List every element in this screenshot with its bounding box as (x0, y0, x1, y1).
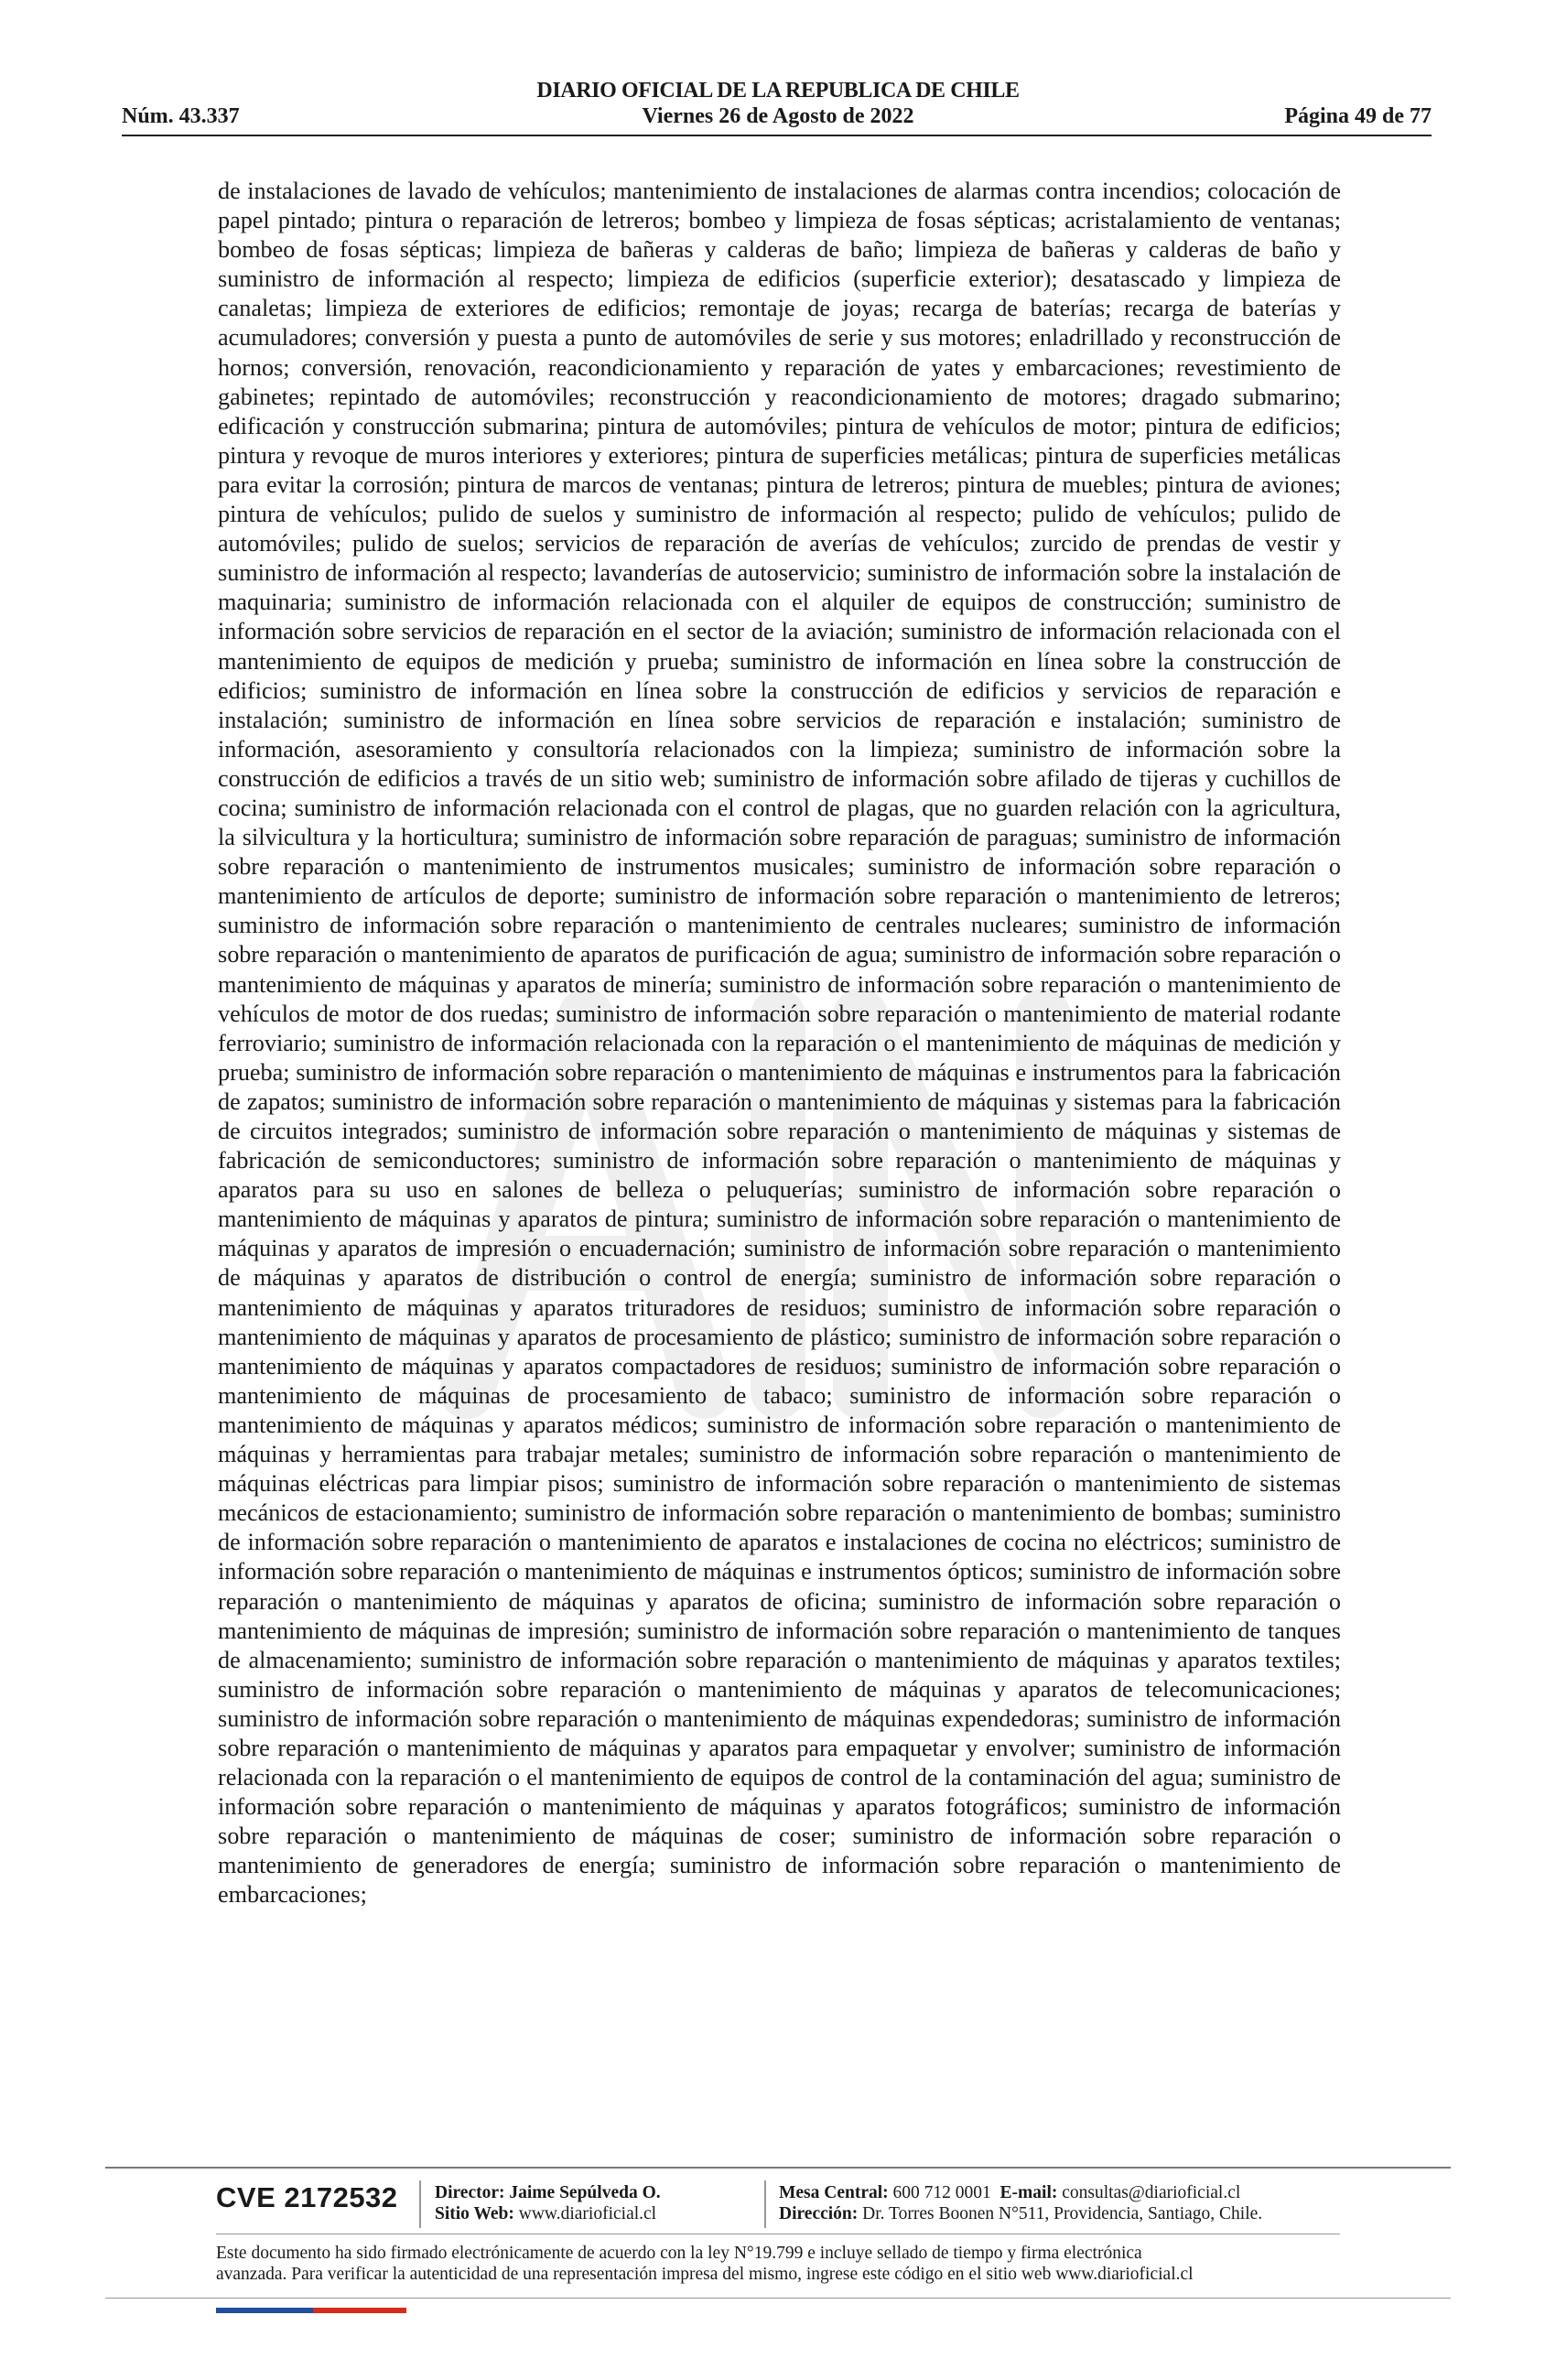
phone-number: 600 712 0001 (892, 2183, 991, 2202)
director-label: Director: (435, 2183, 505, 2202)
signature-notice (216, 2243, 1351, 2285)
website-label: Sitio Web: (435, 2204, 514, 2223)
website-line (435, 2203, 661, 2224)
notice-line: avanzada. Para verificar la autenticidad de una representación impresa del mismo, ingrese este código en el sitio web www.diarioficial.cl (216, 2265, 1194, 2284)
address-text: Dr. Torres Boonen N°511, Providencia, Santiago, Chile. (862, 2204, 1263, 2223)
email-label: E-mail: (1000, 2183, 1058, 2202)
issue-number: Núm. 43.337 (122, 104, 240, 128)
footer-bottom-divider (105, 2298, 1451, 2299)
cve-code: CVE 2172532 (216, 2181, 398, 2213)
footer-director-block (435, 2182, 661, 2224)
footer-top-divider (105, 2167, 1451, 2169)
director-name: Jaime Sepúlveda O. (509, 2183, 661, 2202)
email-link[interactable]: consultas@diarioficial.cl (1062, 2183, 1241, 2202)
flag-bar-blue (216, 2308, 313, 2313)
director-line (435, 2182, 661, 2203)
header-divider (122, 135, 1432, 136)
footer-separator (419, 2180, 421, 2228)
contact-line (779, 2182, 1262, 2203)
address-label: Dirección: (779, 2204, 859, 2223)
website-link[interactable]: www.diarioficial.cl (518, 2204, 657, 2223)
footer-contact-block (779, 2182, 1262, 2224)
flag-bar-red (313, 2308, 406, 2313)
issue-date: Viernes 26 de Agosto de 2022 (642, 104, 914, 128)
publication-title: DIARIO OFICIAL DE LA REPUBLICA DE CHILE (536, 79, 1020, 103)
phone-label: Mesa Central: (779, 2183, 889, 2202)
footer-separator (764, 2180, 766, 2228)
page-indicator: Página 49 de 77 (1284, 104, 1432, 128)
address-line (779, 2203, 1262, 2224)
document-body: de instalaciones de lavado de vehículos; mantenimiento de instalaciones de alarmas contra incendios; colocación de papel pintado; pintura o reparación de letreros; bombeo y limpieza de fosas sépticas; acristalamiento de ventanas; bombeo de fosas sépticas; limpieza de bañeras y calderas de baño; limpieza de bañeras y calderas de baño y suministro de información al respecto; limpieza de edificios (superficie exterior); desatascado y limpieza de canaletas; limpieza de exteriores de edificios; remontaje de joyas; recarga de baterías; recarga de baterías y acumuladores; conversión y puesta a punto de automóviles de serie y sus motores; enladrillado y reconstrucción de hornos; conversión, renovación, reacondicionamiento y reparación de yates y embarcaciones; revestimiento de gabinetes; repintado de automóviles; reconstrucción y reacondicionamiento de motores; dragado submarino; edificación y construcción submarina; pintura de automóviles; pintura de vehículos de motor; pintura de edificios; pintura y revoque de muros interiores y exteriores; pintura de superficies metálicas; pintura de superficies metálicas para evitar la corrosión; pintura de marcos de ventanas; pintura de letreros; pintura de muebles; pintura de aviones; pintura de vehículos; pulido de suelos y suministro de información al respecto; pulido de vehículos; pulido de automóviles; pulido de suelos; servicios de reparación de averías de vehículos; zurcido de prendas de vestir y suministro de información al respecto; lavanderías de autoservicio; suministro de información sobre la instalación de maquinaria; suministro de información relacionada con el alquiler de equipos de construcción; suministro de información sobre servicios de reparación en el sector de la aviación; suministro de información relacionada con el mantenimiento de equipos de medición y prueba; suministro de información en línea sobre la construcción de edificios; suministro de información en línea sobre la construcción de edificios y servicios de reparación e instalación; suministro de información en línea sobre servicios de reparación e instalación; suministro de información, asesoramiento y consultoría relacionados con la limpieza; suministro de información sobre la construcción de edificios a través de un sitio web; suministro de información sobre afilado de tijeras y cuchillos de cocina; suministro de información relacionada con el control de plagas, que no guarden relación con la agricultura, la silvicultura y la horticultura; suministro de información sobre reparación de paraguas; suministro de información sobre reparación o mantenimiento de instrumentos musicales; suministro de información sobre reparación o mantenimiento de artículos de deporte; suministro de información sobre reparación o mantenimiento de letreros; suministro de información sobre reparación o mantenimiento de centrales nucleares; suministro de información sobre reparación o mantenimiento de aparatos de purificación de agua; suministro de información sobre reparación o mantenimiento de máquinas y aparatos de minería; suministro de información sobre reparación o mantenimiento de vehículos de motor de dos ruedas; suministro de información sobre reparación o mantenimiento de material rodante ferroviario; suministro de información relacionada con la reparación o el mantenimiento de máquinas de medición y prueba; suministro de información sobre reparación o mantenimiento de máquinas e instrumentos para la fabricación de zapatos; suministro de información sobre reparación o mantenimiento de máquinas y sistemas para la fabricación de circuitos integrados; suministro de información sobre reparación o mantenimiento de máquinas y sistemas de fabricación de semiconductores; suministro de información sobre reparación o mantenimiento de máquinas y aparatos para su uso en salones de belleza o peluquerías; suministro de información sobre reparación o mantenimiento de máquinas y aparatos de pintura; suministro de información sobre reparación o mantenimiento de máquinas y aparatos de impresión o encuadernación; suministro de información sobre reparación o mantenimiento de máquinas y aparatos de distribución o control de energía; suministro de información sobre reparación o mantenimiento de máquinas y aparatos trituradores de residuos; suministro de información sobre reparación o mantenimiento de máquinas y aparatos de procesamiento de plástico; suministro de información sobre reparación o mantenimiento de máquinas y aparatos compactadores de residuos; suministro de información sobre reparación o mantenimiento de máquinas de procesamiento de tabaco; suministro de información sobre reparación o mantenimiento de máquinas y aparatos médicos; suministro de información sobre reparación o mantenimiento de máquinas y herramientas para trabajar metales; suministro de información sobre reparación o mantenimiento de máquinas eléctricas para limpiar pisos; suministro de información sobre reparación o mantenimiento de sistemas mecánicos de estacionamiento; suministro de información sobre reparación o mantenimiento de bombas; suministro de información sobre reparación o mantenimiento de aparatos e instalaciones de cocina no eléctricos; suministro de información sobre reparación o mantenimiento de máquinas e instrumentos ópticos; suministro de información sobre reparación o mantenimiento de máquinas y aparatos de oficina; suministro de información sobre reparación o mantenimiento de máquinas de impresión; suministro de información sobre reparación o mantenimiento de tanques de almacenamiento; suministro de información sobre reparación o mantenimiento de máquinas y aparatos textiles; suministro de información sobre reparación o mantenimiento de máquinas y aparatos de telecomunicaciones; suministro de información sobre reparación o mantenimiento de máquinas expendedoras; suministro de información sobre reparación o mantenimiento de máquinas y aparatos para empaquetar y envolver; suministro de información relacionada con la reparación o el mantenimiento de equipos de control de la contaminación del agua; suministro de información sobre reparación o mantenimiento de máquinas y aparatos fotográficos; suministro de información sobre reparación o mantenimiento de máquinas de coser; suministro de información sobre reparación o mantenimiento de generadores de energía; suministro de información sobre reparación o mantenimiento de embarcaciones; (218, 178, 1341, 1909)
notice-line: Este documento ha sido firmado electrónicamente de acuerdo con la ley N°19.799 e incluye sellado de tiempo y firma electrónica (216, 2244, 1142, 2263)
